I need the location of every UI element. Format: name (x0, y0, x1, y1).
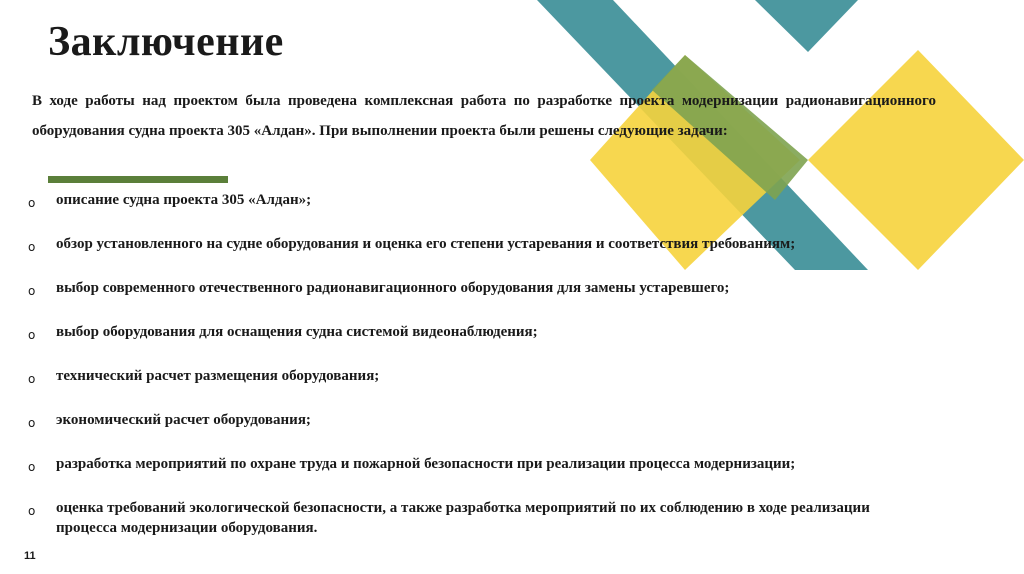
circle-bullet-icon: o (28, 328, 36, 342)
task-text: выбор современного отечественного радионавигационного оборудования для замены устаревшего; (56, 280, 730, 296)
task-text: оценка требований экологической безопасности, а также разработка мероприятий по их соблюдению в ходе реализации процесса модернизации оборудования. (56, 500, 870, 536)
circle-bullet-icon: o (28, 240, 36, 254)
task-text: разработка мероприятий по охране труда и пожарной безопасности при реализации процесса модернизации; (56, 456, 796, 472)
circle-bullet-icon: o (28, 504, 36, 518)
list-item (28, 190, 928, 210)
task-text: выбор оборудования для оснащения судна системой видеонаблюдения; (56, 324, 538, 340)
circle-bullet-icon: o (28, 460, 36, 474)
task-text: технический расчет размещения оборудования; (56, 368, 380, 384)
circle-bullet-icon: o (28, 372, 36, 386)
circle-bullet-icon: o (28, 416, 36, 430)
teal-top-triangle (755, 0, 858, 52)
task-list (28, 190, 928, 562)
accent-bar (48, 176, 228, 183)
slide-title: Заключение (48, 19, 284, 65)
list-item (28, 454, 928, 474)
list-item (28, 278, 928, 298)
task-text: описание судна проекта 305 «Алдан»; (56, 192, 312, 208)
page-number: 11 (24, 550, 36, 562)
intro-paragraph: В ходе работы над проектом была проведена комплексная работа по разработке проекта модернизации радионавигационного оборудования судна проекта 305 «Алдан». При выполнении проекта были решены следующие задачи: (32, 93, 936, 139)
list-item (28, 322, 928, 342)
circle-bullet-icon: o (28, 284, 36, 298)
list-item (28, 234, 928, 254)
list-item (28, 366, 928, 386)
task-text: экономический расчет оборудования; (56, 412, 311, 428)
task-text: обзор установленного на судне оборудования и оценка его степени устаревания и соответствия требованиям; (56, 236, 796, 252)
list-item (28, 410, 928, 430)
circle-bullet-icon: o (28, 196, 36, 210)
list-item (28, 498, 928, 538)
